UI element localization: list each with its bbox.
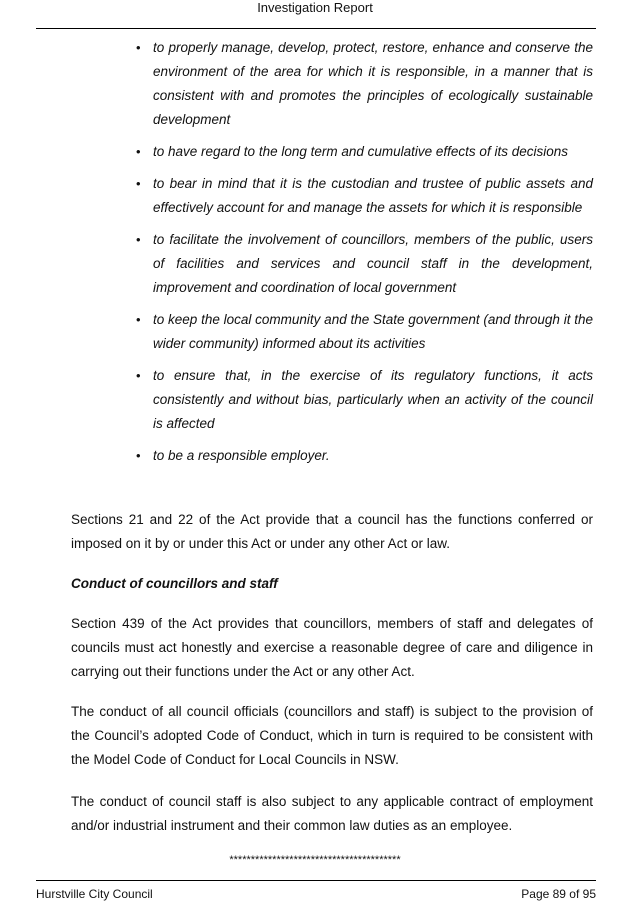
bullet-text: to be a responsible employer. — [153, 448, 330, 463]
bullet-item — [136, 444, 593, 468]
bullet-item — [136, 140, 593, 164]
bullet-text: to keep the local community and the State government (and through it the wider community) informed about its activities — [153, 312, 593, 351]
bullet-item — [136, 172, 593, 220]
footer-page-number: Page 89 of 95 — [521, 887, 596, 901]
footer-organisation: Hurstville City Council — [36, 887, 153, 901]
bullet-list — [0, 36, 638, 476]
bullet-icon: • — [136, 448, 141, 463]
paragraph-code-of-conduct: The conduct of all council officials (councillors and staff) is subject to the provision of the Council’s adopted Code of Conduct, which in turn is required to be consistent with the Model Code of Conduct for Local Councils in NSW. — [71, 704, 593, 767]
bullet-item — [136, 228, 593, 300]
paragraph-section-439: Section 439 of the Act provides that councillors, members of staff and delegates of councils must act honestly and exercise a reasonable degree of care and diligence in carrying out their functions under the Act or any other Act. — [71, 616, 593, 679]
paragraph-staff-conduct: The conduct of council staff is also subject to any applicable contract of employment and/or industrial instrument and their common law duties as an employee. — [71, 794, 593, 833]
bullet-icon: • — [136, 176, 141, 191]
header-rule — [36, 28, 596, 29]
bullet-item — [136, 364, 593, 436]
bullet-icon: • — [136, 144, 141, 159]
section-heading-conduct: Conduct of councillors and staff — [71, 576, 278, 591]
end-of-section-marker: **************************************** — [229, 854, 401, 866]
bullet-item — [136, 308, 593, 356]
bullet-text: to ensure that, in the exercise of its regulatory functions, it acts consistently and without bias, particularly when an activity of the council is affected — [153, 368, 593, 431]
bullet-text: to properly manage, develop, protect, restore, enhance and conserve the environment of the area for which it is responsible, in a manner that is consistent with and promotes the principles of ecologically sustainable development — [153, 40, 593, 127]
bullet-icon: • — [136, 232, 141, 247]
bullet-icon: • — [136, 312, 141, 327]
footer-rule — [36, 880, 596, 881]
bullet-item — [136, 36, 593, 132]
bullet-icon: • — [136, 368, 141, 383]
bullet-text: to bear in mind that it is the custodian and trustee of public assets and effectively account for and manage the assets for which it is responsible — [153, 176, 593, 215]
page-header-title: Investigation Report — [257, 0, 373, 15]
paragraph-functions: Sections 21 and 22 of the Act provide that a council has the functions conferred or imposed on it by or under this Act or under any other Act or law. — [71, 512, 593, 551]
bullet-text: to facilitate the involvement of councillors, members of the public, users of facilities and services and council staff in the development, improvement and coordination of local government — [153, 232, 593, 295]
bullet-text: to have regard to the long term and cumulative effects of its decisions — [153, 144, 568, 159]
bullet-icon: • — [136, 40, 141, 55]
